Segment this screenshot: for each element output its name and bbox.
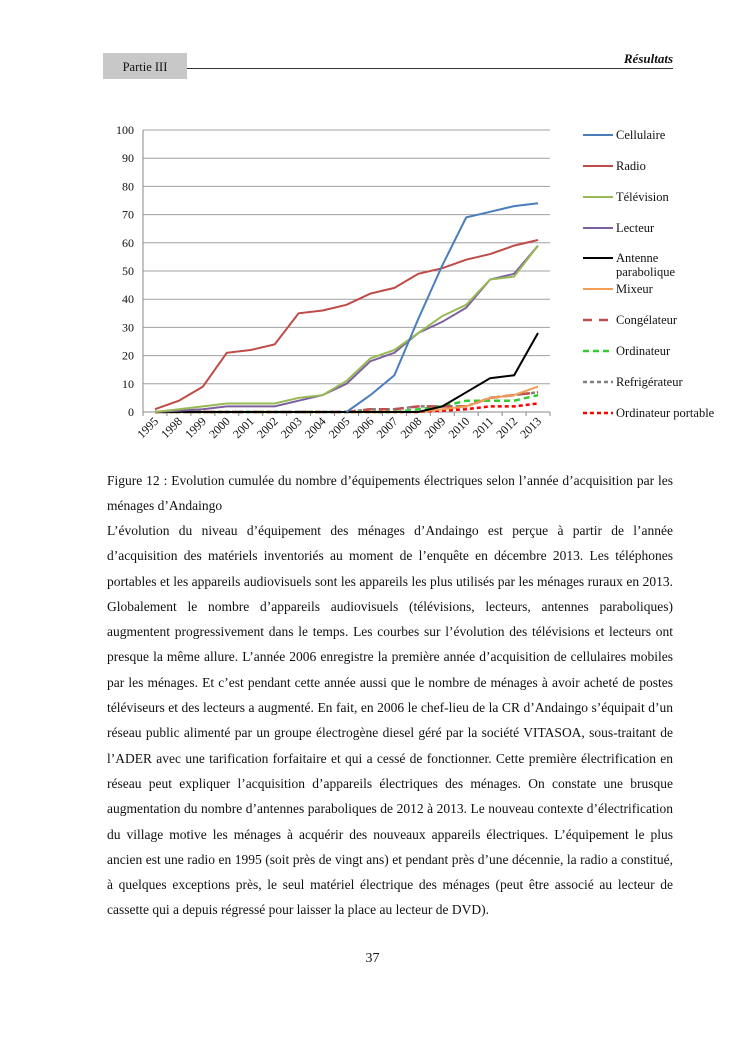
y-tick-label: 40 [122,292,134,307]
x-tick-label: 1998 [158,414,186,442]
legend-label: Mixeur [616,282,653,296]
legend-item [583,159,646,173]
body-paragraph: L’évolution du niveau d’équipement des ménages d’Andaingo est perçue à partir de l’année d’acquisition des matériels inventoriés au moment de l’enquête en décembre 2013. Les téléphones portables et les appareils audiovisuels sont les appareils les plus utilisés par les ménages ruraux en 2013. Globalement le nombre d’appareils audiovisuels (télévisions, lecteurs, antennes paraboliques) augmentent progressivement dans le temps. Les courbes sur l’évolution des télévisions et lecteurs ont presque la même allure. L’année 2006 enregistre la première année d’acquisition de cellulaires mobiles par les ménages. Et c’est pendant cette année aussi que le nombre de ménages à avoir acheté de postes téléviseurs et des lecteurs a augmenté. En fait, en 2006 le chef-lieu de la CR d’Andaingo s’équipait d’un réseau public alimenté par un groupe électrogène diesel géré par la société VITASOA, sous-traitant de l’ADER avec une tarification forfaitaire et qui a cessé de fonctionner. Cette première électrification en réseau peut expliquer l’acquisition d’appareils électriques des ménages. On constate une brusque augmentation du nombre d’antennes paraboliques de 2012 à 2013. Le nouveau contexte d’électrification du village motive les ménages à acquérir des nouveaux appareils électriques. L’équipement le plus ancien est une radio en 1995 (soit près de vingt ans) et pendant près d’une décennie, la radio a constitué, à quelques exceptions près, le seul matériel électrique des ménages (peut être associé au lecteur de cassette qui a depuis régressé pour laisser la place au lecteur de DVD). [107,523,673,918]
series-line-ordinateur [155,395,538,412]
legend-item [583,375,683,389]
x-tick-label: 2000 [206,414,233,442]
legend-item [583,221,655,235]
legend-label-line: parabolique [616,265,676,279]
x-tick-label: 2012 [493,414,521,442]
y-tick-label: 100 [116,123,134,137]
y-tick-label: 20 [122,348,134,363]
page-number: 37 [365,951,380,966]
x-tick-label: 2007 [373,414,401,442]
x-tick-label: 2008 [397,414,425,442]
x-tick-label: 2011 [469,414,497,441]
legend-item [583,344,671,358]
legend-item [583,313,678,327]
legend-item [583,128,666,142]
legend-label: Cellulaire [616,128,666,142]
x-tick-label: 2009 [421,414,449,442]
y-tick-label: 30 [122,320,134,335]
x-tick-label: 2002 [253,414,281,442]
x-tick-label: 1995 [134,414,162,442]
legend-item [583,251,675,279]
legend-label: Ordinateur portable [616,406,715,420]
legend-label: Congélateur [616,313,678,327]
x-tick-label: 1999 [182,414,209,442]
y-tick-label: 0 [128,405,134,419]
legend-item [583,190,670,204]
x-tick-label: 2013 [517,414,545,442]
legend-label: Télévision [616,190,669,204]
legend-label: Refrigérateur [616,375,683,389]
y-tick-label: 70 [122,207,134,222]
x-tick-label: 2006 [349,414,377,442]
x-tick-label: 2001 [229,414,257,442]
y-tick-label: 10 [122,376,134,391]
x-tick-label: 2004 [301,414,329,442]
legend-label [616,251,675,279]
series-line-cellulaire [347,203,539,412]
figure-caption: Figure 12 : Evolution cumulée du nombre d’équipements électriques selon l’année d’acquisition par les ménages d’Andaingo [107,473,673,514]
y-tick-label: 80 [122,179,134,194]
chapter-title: Résultats [623,51,673,66]
y-tick-label: 50 [122,264,134,278]
legend-label: Lecteur [616,221,655,235]
legend-label-line: Antenne [616,251,659,265]
line-chart [0,0,745,470]
legend-item [583,282,654,296]
legend-item [583,406,715,420]
x-tick-label: 2003 [277,414,305,442]
legend-label: Ordinateur [616,344,671,358]
section-label: Partie III [103,53,187,79]
x-tick-label: 2010 [445,414,473,442]
x-tick-label: 2005 [325,414,353,442]
legend-label: Radio [616,159,646,173]
y-tick-label: 60 [122,235,134,250]
y-tick-label: 90 [122,151,134,166]
